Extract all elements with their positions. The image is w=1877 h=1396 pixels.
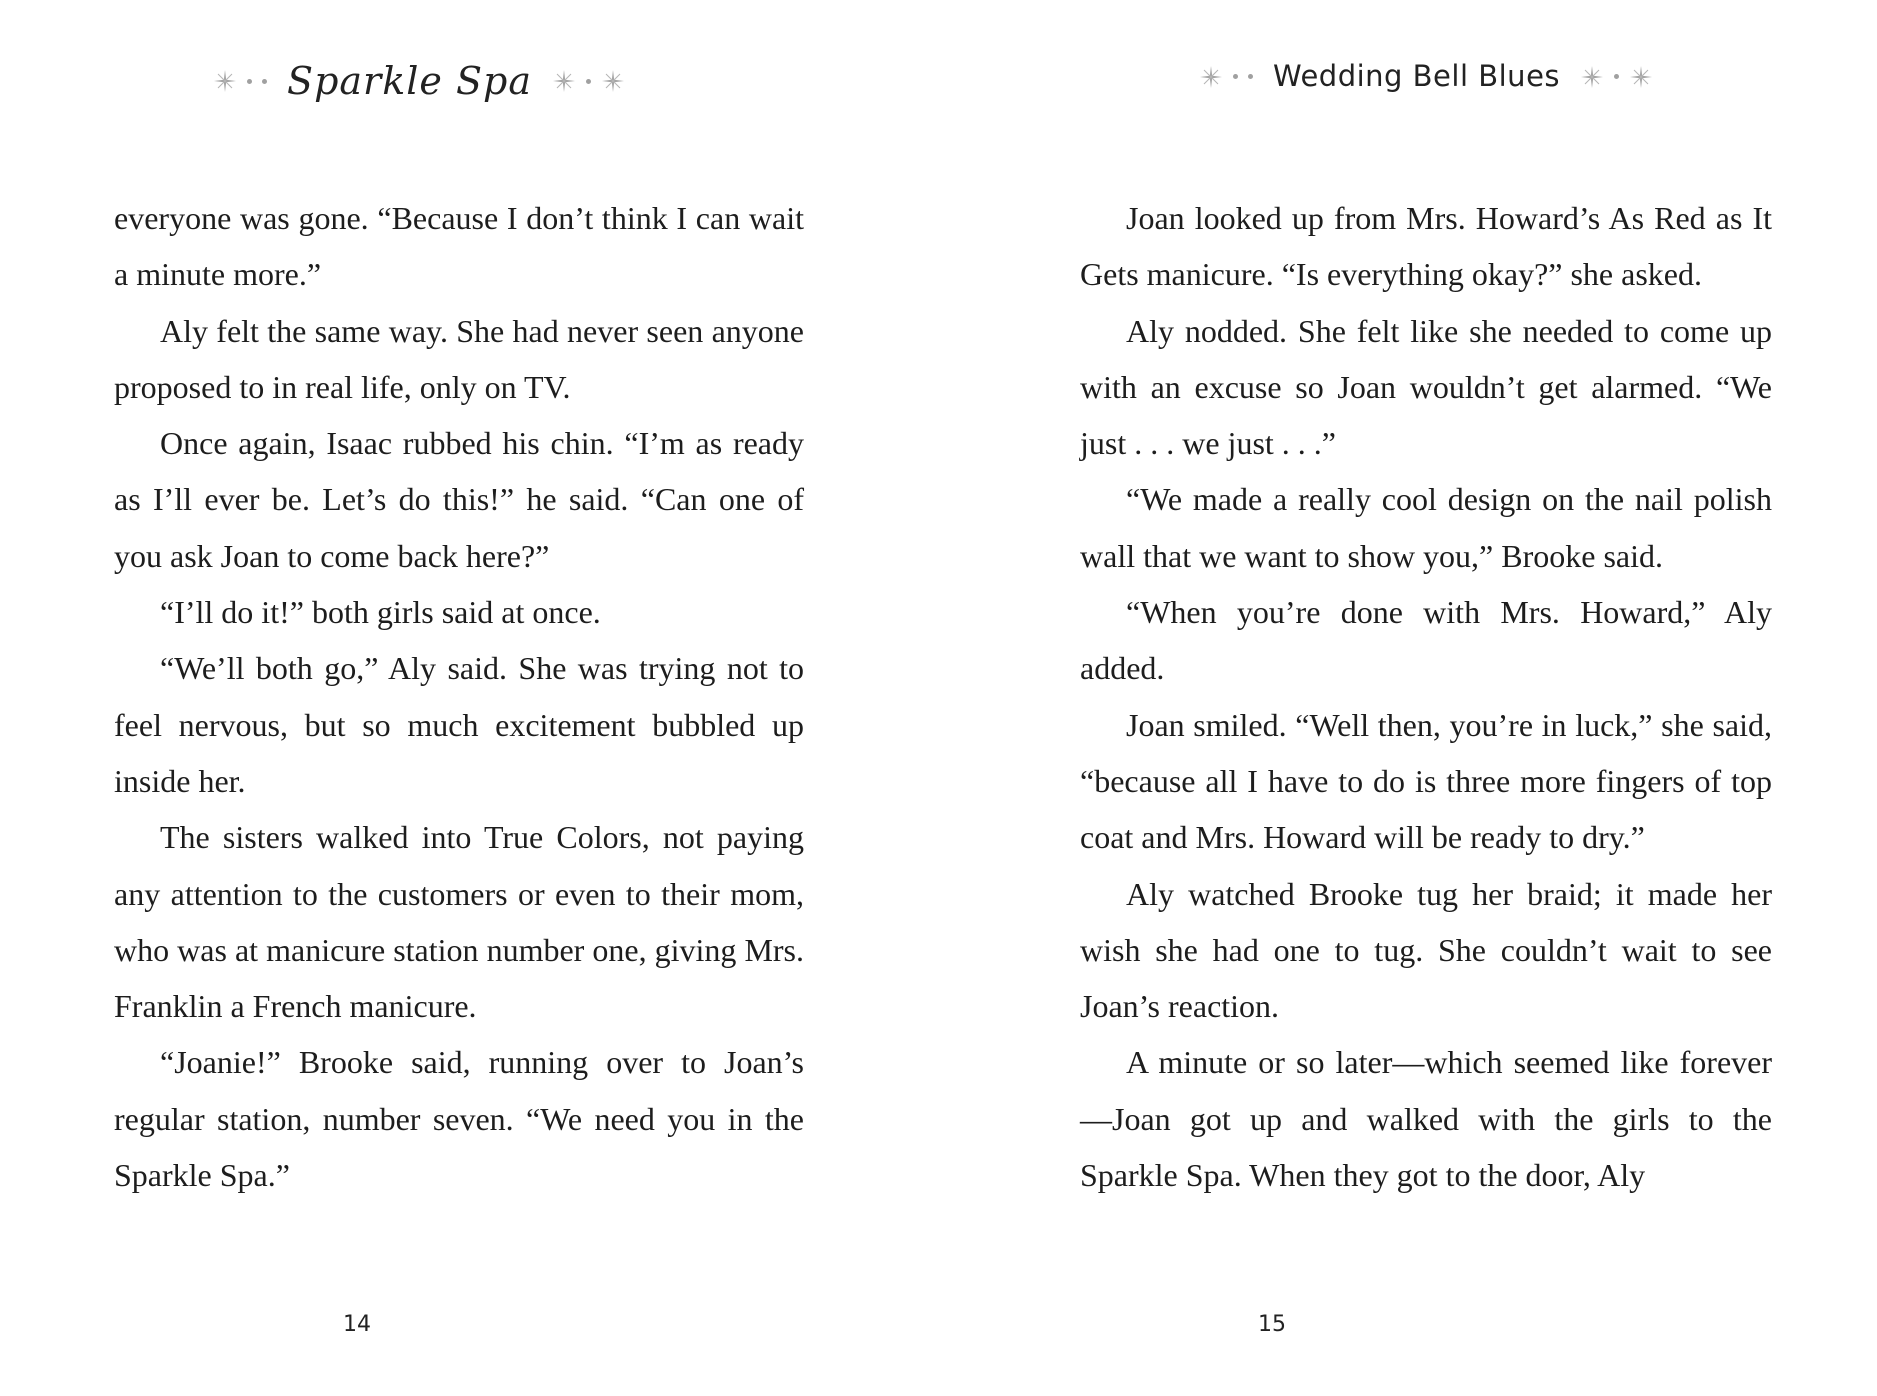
left-body-text xyxy=(114,190,804,1203)
left-page xyxy=(114,0,804,1396)
paragraph: Aly felt the same way. She had never seen anyone proposed to in real life, only on TV. xyxy=(114,312,804,405)
left-head-ornament-right xyxy=(552,69,625,93)
ornament-dot xyxy=(262,79,267,84)
ornament-dot xyxy=(1248,74,1253,79)
paragraph: Once again, Isaac rubbed his chin. “I’m as ready as I’ll ever be. Let’s do this!” he said. “Can one of you ask Joan to come back here?” xyxy=(114,425,804,574)
sparkle-star-icon xyxy=(1199,65,1223,89)
paragraph: Joan smiled. “Well then, you’re in luck,” she said, “because all I have to do is three more fingers of top coat and Mrs. Howard will be ready to dry.” xyxy=(1080,706,1772,856)
sparkle-star-icon xyxy=(1629,65,1653,89)
right-head-ornament-left xyxy=(1199,65,1253,89)
right-body-text xyxy=(1080,190,1772,1203)
right-page xyxy=(1080,0,1772,1396)
left-running-head xyxy=(74,59,764,103)
right-page-number: 15 xyxy=(1258,1312,1286,1337)
paragraph: everyone was gone. “Because I don’t think I can wait a minute more.” xyxy=(114,200,804,293)
paragraph: “I’ll do it!” both girls said at once. xyxy=(160,594,601,631)
paragraph: Aly nodded. She felt like she needed to come up with an excuse so Joan wouldn’t get alarmed. “We just . . . we just . . .” xyxy=(1080,312,1772,462)
ornament-dot xyxy=(1614,74,1619,79)
paragraph: “Joanie!” Brooke said, running over to Joan’s regular station, number seven. “We need you in the Sparkle Spa.” xyxy=(114,1044,804,1194)
right-running-head-title: Wedding Bell Blues xyxy=(1272,59,1561,93)
sparkle-star-icon xyxy=(1580,65,1604,89)
paragraph: The sisters walked into True Colors, not paying any attention to the customers or even to their mom, who was at manicure station number one, giving Mrs. Franklin a French manicure. xyxy=(114,819,804,1025)
sparkle-star-icon xyxy=(601,69,625,93)
sparkle-star-icon xyxy=(552,69,576,93)
ornament-dot xyxy=(1233,74,1238,79)
left-head-ornament-left xyxy=(213,69,267,93)
right-running-head xyxy=(1080,59,1772,93)
paragraph: Joan looked up from Mrs. Howard’s As Red as It Gets manicure. “Is everything okay?” she asked. xyxy=(1080,200,1772,293)
ornament-dot xyxy=(586,79,591,84)
paragraph: Aly watched Brooke tug her braid; it made her wish she had one to tug. She couldn’t wait to see Joan’s reaction. xyxy=(1080,875,1772,1025)
ornament-dot xyxy=(247,79,252,84)
left-running-head-title: Sparkle Spa xyxy=(287,59,532,103)
left-page-number: 14 xyxy=(343,1312,371,1337)
paragraph: “We made a really cool design on the nail polish wall that we want to show you,” Brooke said. xyxy=(1080,481,1772,574)
sparkle-star-icon xyxy=(213,69,237,93)
paragraph: “We’ll both go,” Aly said. She was trying not to feel nervous, but so much excitement bubbled up inside her. xyxy=(114,650,804,799)
right-head-ornament-right xyxy=(1580,65,1653,89)
paragraph: “When you’re done with Mrs. Howard,” Aly added. xyxy=(1080,594,1772,687)
paragraph: A minute or so later—which seemed like forever—Joan got up and walked with the girls to the Sparkle Spa. When they got to the door, Aly xyxy=(1080,1044,1772,1194)
